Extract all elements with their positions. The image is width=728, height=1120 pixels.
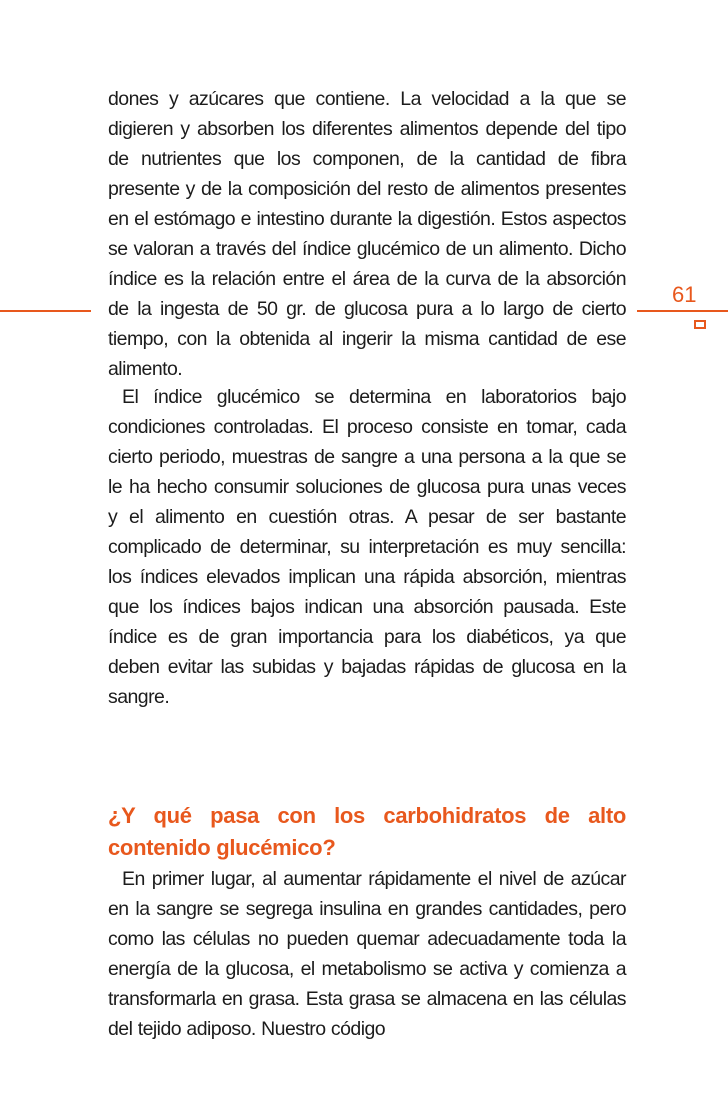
paragraph-3 (108, 864, 626, 1044)
left-margin-rule (0, 310, 91, 312)
page-marker-icon (694, 320, 706, 330)
paragraph-2-text: El índice glucémico se determina en laboratorios bajo condiciones controladas. El proceso consiste en tomar, cada cierto periodo, muestras de sangre a una persona a la que se le ha hecho consumir soluciones de glucosa pura unas veces y el alimento en cuestión otras. A pesar de ser bastante complicado de determinar, su interpretación es muy sencilla: los índices elevados implican una rápida absorción, mientras que los índices bajos indican una absorción pausada. Este índice es de gran importancia para los diabéticos, ya que deben evitar las subidas y bajadas rápidas de glucosa en la sangre. (108, 386, 626, 708)
paragraph-3-text: En primer lugar, al aumentar rápidamente el nivel de azúcar en la sangre se segrega insulina en grandes cantidades, pero como las células no pueden quemar adecuadamente toda la energía de la glucosa, el metabolismo se activa y comienza a transformarla en grasa. Esta grasa se almacena en las células del tejido adiposo. Nuestro código (108, 868, 626, 1040)
section-heading: ¿Y qué pasa con los carbohidratos de alto contenido glucémico? (108, 803, 626, 860)
paragraph-2 (108, 382, 626, 712)
page-number: 61 (672, 282, 697, 307)
paragraph-1 (108, 84, 626, 384)
right-margin-rule (637, 310, 728, 312)
paragraph-1-text: dones y azúcares que contiene. La velocidad a la que se digieren y absorben los diferentes alimentos depende del tipo de nutrientes que los componen, de la cantidad de fibra presente y de la composición del resto de alimentos presentes en el estómago e intestino durante la digestión. Estos aspectos se valoran a través del índice glucémico de un alimento. Dicho índice es la relación entre el área de la curva de la absorción de la ingesta de 50 gr. de glucosa pura a lo largo de cierto tiempo, con la obtenida al ingerir la misma cantidad de ese alimento. (108, 88, 626, 380)
